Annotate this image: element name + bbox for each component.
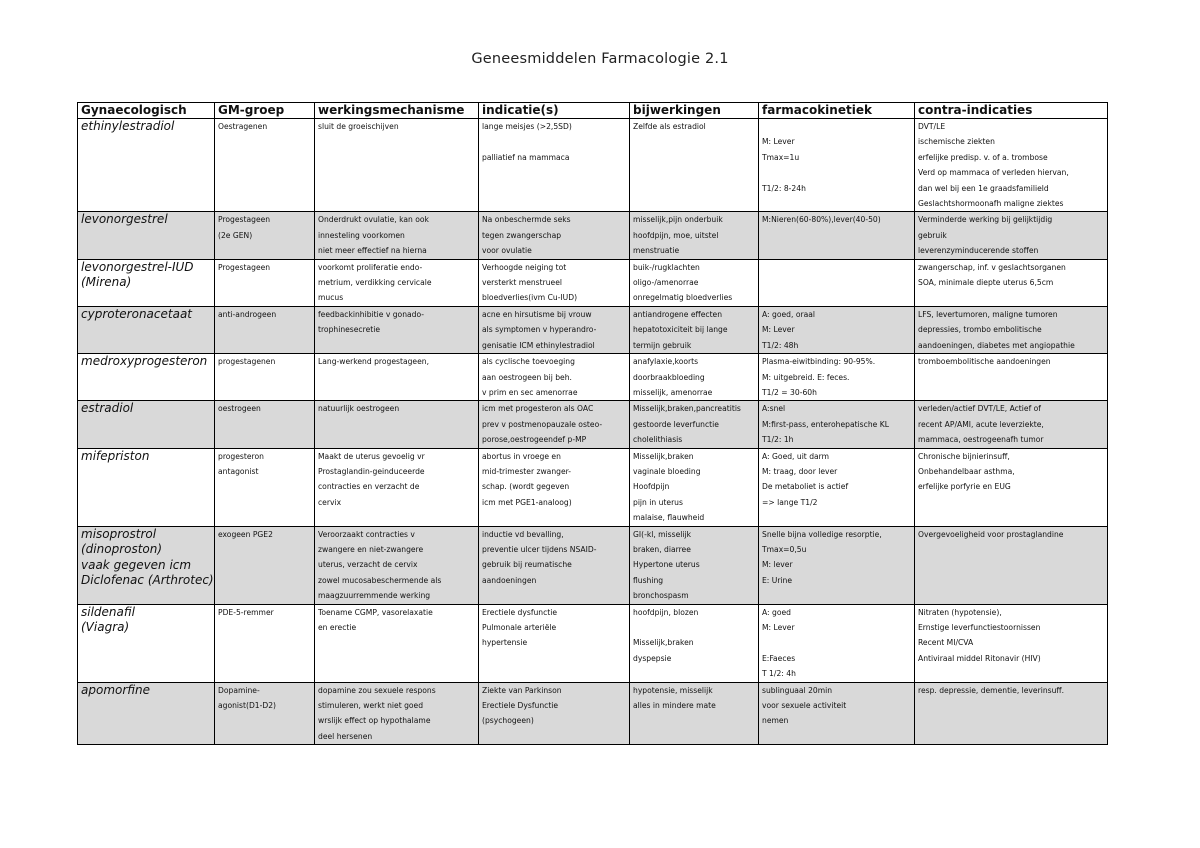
cell-line: oligo-/amenorrae [633, 278, 699, 288]
cell-line: E: Urine [762, 575, 793, 585]
cell-line: acne en hirsutisme bij vrouw [482, 309, 592, 319]
cell-line: porose,oestrogeendef p-MP [482, 435, 587, 445]
side-effects-cell [630, 306, 759, 353]
cell-line: Na onbeschermde seks [482, 215, 571, 225]
group-cell [215, 682, 315, 745]
cell-line: (2e GEN) [218, 230, 253, 240]
cell-line: flushing [633, 575, 664, 585]
cell-line: progesteron [218, 451, 264, 461]
contraindications-cell [915, 604, 1108, 682]
cell-line: medroxyprogesteron [81, 354, 208, 369]
cell-line [762, 635, 911, 650]
cell-line: levonorgestrel [81, 212, 168, 227]
cell-line: Hoofdpijn [633, 482, 670, 492]
table-row [78, 259, 1108, 306]
cell-line: Progestageen [218, 262, 271, 272]
cell-line: De metaboliet is actief [762, 482, 849, 492]
side-effects-cell [630, 259, 759, 306]
cell-line: uterus, verzacht de cervix [318, 560, 418, 570]
cell-line: Antiviraal middel Ritonavir (HIV) [918, 653, 1041, 663]
mechanism-cell [315, 306, 479, 353]
header-cell: Gynaecologisch [78, 103, 215, 119]
drug-name-cell [78, 604, 215, 682]
cell-line: Toename CGMP, vasorelaxatie [318, 607, 433, 617]
cell-line: Erectiele Dysfunctie [482, 701, 559, 711]
cell-line: gebruik bij reumatische [482, 560, 572, 570]
indication-cell [479, 354, 630, 401]
cell-line: misselijk,pijn onderbuik [633, 215, 723, 225]
drug-name-cell [78, 119, 215, 212]
cell-line: Tmax=1u [762, 152, 800, 162]
cell-line: icm met PGE1-analoog) [482, 497, 572, 507]
cell-line: en erectie [318, 623, 357, 632]
cell-line: alles in mindere mate [633, 701, 716, 711]
indication-cell [479, 526, 630, 604]
side-effects-cell [630, 119, 759, 212]
cell-line: natuurlijk oestrogeen [318, 404, 400, 414]
cell-line: Onbehandelbaar asthma, [918, 466, 1015, 476]
cell-line: Verminderde werking bij gelijktijdig [918, 215, 1053, 225]
cell-line: menstruatie [633, 246, 680, 256]
cell-line: mammaca, oestrogeenafh tumor [918, 435, 1044, 445]
cell-line: Tmax=0,5u [762, 544, 807, 554]
cell-line: deel hersenen [318, 731, 373, 741]
cell-line: zwangerschap, inf. v geslachtsorganen [918, 262, 1066, 272]
cell-line: A: goed [762, 607, 791, 617]
cell-line: M: Lever [762, 137, 795, 147]
cell-line: => lange T1/2 [762, 497, 818, 507]
cell-line: voor sexuele activiteit [762, 701, 847, 711]
side-effects-cell [630, 401, 759, 448]
cell-line: hypertensie [482, 638, 528, 648]
mechanism-cell [315, 354, 479, 401]
cell-line: zwangere en niet-zwangere [318, 544, 424, 554]
contraindications-cell [915, 212, 1108, 259]
cell-line: Overgevoeligheid voor prostaglandine [918, 529, 1064, 539]
cell-line: recent AP/AMI, acute leverziekte, [918, 419, 1044, 429]
cell-line: A: goed, oraal [762, 309, 816, 319]
cell-line: Nitraten (hypotensie), [918, 607, 1002, 617]
cell-line [762, 119, 911, 134]
cell-line: mifepriston [81, 448, 150, 463]
mechanism-cell [315, 682, 479, 745]
cell-line: v prim en sec amenorrae [482, 387, 578, 397]
cell-line: anafylaxie,koorts [633, 357, 699, 367]
cell-line: stimuleren, werkt niet goed [318, 701, 424, 711]
cell-line: Maakt de uterus gevoelig vr [318, 451, 425, 461]
cell-line: T 1/2: 4h [762, 669, 796, 679]
cell-line: zowel mucosabeschermende als [318, 575, 442, 585]
cell-line: Pulmonale arteriële [482, 623, 557, 632]
cell-line: Dopamine- [218, 685, 260, 695]
side-effects-cell [630, 448, 759, 526]
cell-line: metrium, verdikking cervicale [318, 278, 432, 288]
cell-line: vaginale bloeding [633, 466, 701, 476]
cell-line: Lang-werkend progestageen, [318, 357, 429, 367]
cell-line: termijn gebruik [633, 340, 692, 350]
table-row [78, 401, 1108, 448]
group-cell [215, 604, 315, 682]
indication-cell [479, 259, 630, 306]
pharmacology-table [77, 102, 1108, 745]
indication-cell [479, 448, 630, 526]
table-row [78, 306, 1108, 353]
pharmacokinetics-cell [759, 212, 915, 259]
group-cell [215, 354, 315, 401]
cell-line: hepatotoxiciteit bij lange [633, 325, 728, 335]
mechanism-cell [315, 119, 479, 212]
cell-line: contracties en verzacht de [318, 482, 420, 492]
indication-cell [479, 682, 630, 745]
cell-line: M: Lever [762, 623, 795, 632]
cell-line: resp. depressie, dementie, leverinsuff. [918, 685, 1065, 695]
group-cell [215, 448, 315, 526]
cell-line: (Mirena) [81, 275, 132, 290]
cell-line: gebruik [918, 230, 947, 240]
cell-line: erfelijke predisp. v. of a. trombose [918, 152, 1048, 162]
contraindications-cell [915, 306, 1108, 353]
cell-line: Misselijk,braken [633, 638, 694, 648]
contraindications-cell [915, 354, 1108, 401]
drug-name-cell [78, 401, 215, 448]
cell-line: anti-androgeen [218, 309, 277, 319]
cell-line: M:Nieren(60-80%),lever(40-50) [762, 215, 881, 225]
cell-line: pijn in uterus [633, 497, 683, 507]
contraindications-cell [915, 259, 1108, 306]
cell-line: apomorfine [81, 682, 151, 697]
cell-line: DVT/LE [918, 122, 946, 131]
cell-line: wrslijk effect op hypothalame [318, 716, 431, 726]
drug-name-cell [78, 354, 215, 401]
table-row [78, 119, 1108, 212]
contraindications-cell [915, 526, 1108, 604]
cell-line: estradiol [81, 401, 134, 416]
cell-line: trophinesecretie [318, 325, 380, 335]
side-effects-cell [630, 212, 759, 259]
table-row [78, 448, 1108, 526]
cell-line: antiandrogene effecten [633, 309, 723, 319]
cell-line: Snelle bijna volledige resorptie, [762, 529, 882, 539]
cell-line: M: traag, door lever [762, 466, 838, 476]
cell-line: ethinylestradiol [81, 119, 175, 133]
cell-line: (psychogeen) [482, 716, 534, 726]
cell-line: dyspepsie [633, 653, 672, 663]
cell-line: abortus in vroege en [482, 451, 561, 461]
table-row [78, 604, 1108, 682]
table-row [78, 682, 1108, 745]
cell-line: antagonist [218, 466, 259, 476]
pharmacokinetics-cell [759, 119, 915, 212]
side-effects-cell [630, 604, 759, 682]
cell-line: Onderdrukt ovulatie, kan ook [318, 215, 429, 225]
cell-line [762, 165, 911, 180]
drug-name-cell [78, 526, 215, 604]
cell-line: leverenzyminducerende stoffen [918, 246, 1039, 256]
header-cell: werkingsmechanisme [315, 103, 479, 119]
contraindications-cell [915, 682, 1108, 745]
cell-line: maagzuurremmende werking [318, 591, 431, 601]
cell-line: als cyclische toevoeging [482, 357, 575, 367]
cell-line: doorbraakbloeding [633, 372, 705, 382]
cell-line: braken, diarree [633, 544, 691, 554]
cell-line: Ziekte van Parkinson [482, 685, 562, 695]
cell-line: erfelijke porfyrie en EUG [918, 482, 1011, 492]
cell-line: GI(-kl, misselijk [633, 529, 691, 539]
cell-line: dan wel bij een 1e graadsfamilield [918, 183, 1049, 193]
contraindications-cell [915, 401, 1108, 448]
mechanism-cell [315, 401, 479, 448]
pharmacokinetics-cell [759, 259, 915, 306]
header-cell: farmacokinetiek [759, 103, 915, 119]
cell-line: palliatief na mammaca [482, 152, 570, 162]
cell-line: onregelmatig bloedverlies [633, 293, 733, 303]
cell-line: (Viagra) [81, 620, 130, 635]
group-cell [215, 526, 315, 604]
drug-name-cell [78, 259, 215, 306]
cell-line: tromboembolitische aandoeningen [918, 357, 1051, 367]
cell-line: aandoeningen, diabetes met angiopathie [918, 340, 1075, 350]
cell-line: Verd op mammaca of verleden hiervan, [918, 168, 1069, 178]
cell-line: T1/2 = 30-60h [762, 387, 817, 397]
drug-name-cell [78, 682, 215, 745]
cell-line: misselijk, amenorrae [633, 387, 713, 397]
cell-line: M: uitgebreid. E: feces. [762, 372, 850, 382]
cell-line: icm met progesteron als OAC [482, 404, 594, 414]
cell-line: hoofdpijn, blozen [633, 607, 699, 617]
cell-line: misoprostrol [81, 526, 157, 541]
cell-line: oestrogeen [218, 404, 261, 414]
cell-line: progestagenen [218, 357, 276, 367]
mechanism-cell [315, 604, 479, 682]
pharmacokinetics-cell [759, 306, 915, 353]
cell-line: agonist(D1-D2) [218, 701, 276, 711]
cell-line: M: Lever [762, 325, 795, 335]
pharmacokinetics-cell [759, 401, 915, 448]
cell-line: Zelfde als estradiol [633, 122, 706, 131]
cell-line: als symptomen v hyperandro- [482, 325, 597, 335]
mechanism-cell [315, 259, 479, 306]
cell-line: depressies, trombo embolitische [918, 325, 1042, 335]
cell-line [482, 134, 626, 149]
pharmacokinetics-cell [759, 448, 915, 526]
cell-line: Ernstige leverfunctiestoornissen [918, 623, 1041, 632]
table-row [78, 354, 1108, 401]
cell-line: prev v postmenopauzale osteo- [482, 419, 603, 429]
cell-line: aandoeningen [482, 575, 537, 585]
group-cell [215, 306, 315, 353]
cell-line: Oestragenen [218, 122, 268, 131]
indication-cell [479, 119, 630, 212]
cell-line: A:snel [762, 404, 786, 414]
cell-line: T1/2: 8-24h [762, 183, 806, 193]
group-cell [215, 119, 315, 212]
cell-line: nemen [762, 716, 789, 726]
cell-line: SOA, minimale diepte uterus 6,5cm [918, 278, 1054, 288]
table-row [78, 526, 1108, 604]
cell-line: sublinguaal 20min [762, 685, 833, 695]
cell-line: A: Goed, uit darm [762, 451, 830, 461]
cell-line: mucus [318, 293, 344, 303]
cell-line: cervix [318, 497, 342, 507]
group-cell [215, 259, 315, 306]
cell-line: Veroorzaakt contracties v [318, 529, 415, 539]
cell-line: aan oestrogeen bij beh. [482, 372, 572, 382]
mechanism-cell [315, 448, 479, 526]
mechanism-cell [315, 212, 479, 259]
header-cell: indicatie(s) [479, 103, 630, 119]
pharmacokinetics-cell [759, 354, 915, 401]
cell-line: M:first-pass, enterohepatische KL [762, 419, 889, 429]
group-cell [215, 401, 315, 448]
cell-line: E:Faeces [762, 653, 796, 663]
cell-line: verleden/actief DVT/LE, Actief of [918, 404, 1041, 414]
cell-line: Erectiele dysfunctie [482, 607, 558, 617]
cell-line: bloedverlies(ivm Cu-IUD) [482, 293, 578, 303]
cell-line [633, 620, 755, 635]
cell-line: lange meisjes (>2,5SD) [482, 122, 572, 131]
indication-cell [479, 306, 630, 353]
cell-line: sluit de groeischijven [318, 122, 399, 131]
cell-line: innesteling voorkomen [318, 230, 405, 240]
cell-line: dopamine zou sexuele respons [318, 685, 436, 695]
header-cell: contra-indicaties [915, 103, 1108, 119]
header-cell: GM-groep [215, 103, 315, 119]
cell-line: malaise, flauwheid [633, 513, 705, 523]
contraindications-cell [915, 448, 1108, 526]
cell-line: hoofdpijn, moe, uitstel [633, 230, 719, 240]
drug-name-cell [78, 212, 215, 259]
cell-line: Plasma-eiwitbinding: 90-95%. [762, 357, 876, 367]
header-cell: bijwerkingen [630, 103, 759, 119]
cell-line: Chronische bijnierinsuff, [918, 451, 1010, 461]
indication-cell [479, 401, 630, 448]
cell-line: schap. (wordt gegeven [482, 482, 570, 492]
pharmacokinetics-cell [759, 526, 915, 604]
indication-cell [479, 604, 630, 682]
cell-line: Recent MI/CVA [918, 638, 974, 648]
cell-line: Verhoogde neiging tot [482, 262, 567, 272]
cell-line: preventie ulcer tijdens NSAID- [482, 544, 597, 554]
cell-line: tegen zwangerschap [482, 230, 562, 240]
side-effects-cell [630, 354, 759, 401]
side-effects-cell [630, 682, 759, 745]
cell-line: voor ovulatie [482, 246, 532, 256]
cell-line: Misselijk,braken,pancreatitis [633, 404, 741, 414]
mechanism-cell [315, 526, 479, 604]
cell-line: versterkt menstrueel [482, 278, 563, 288]
cell-line: T1/2: 1h [762, 435, 794, 445]
table-body [78, 119, 1108, 745]
cell-line: Hypertone uterus [633, 560, 700, 570]
cell-line: cholelithiasis [633, 435, 683, 445]
cell-line: Misselijk,braken [633, 451, 694, 461]
indication-cell [479, 212, 630, 259]
pharmacokinetics-cell [759, 604, 915, 682]
cell-line: sildenafil [81, 604, 135, 619]
page-title: Geneesmiddelen Farmacologie 2.1 [471, 51, 729, 67]
cell-line: inductie vd bevalling, [482, 529, 564, 539]
side-effects-cell [630, 526, 759, 604]
cell-line: hypotensie, misselijk [633, 685, 713, 695]
contraindications-cell [915, 119, 1108, 212]
cell-line: Geslachtshormoonafh maligne ziektes [918, 199, 1064, 209]
cell-line: gestoorde leverfunctie [633, 419, 719, 429]
group-cell [215, 212, 315, 259]
cell-line: cyproteronacetaat [81, 306, 193, 321]
drug-name-cell [78, 306, 215, 353]
cell-line: ischemische ziekten [918, 137, 995, 147]
drug-name-cell [78, 448, 215, 526]
cell-line: Diclofenac (Arthrotec) [81, 573, 214, 588]
cell-line: vaak gegeven icm [81, 557, 192, 572]
cell-line: PDE-5-remmer [218, 607, 274, 617]
cell-line: Prostaglandin-geinduceerde [318, 466, 425, 476]
cell-line: (dinoproston) [81, 542, 163, 557]
cell-line: mid-trimester zwanger- [482, 466, 572, 476]
cell-line: exogeen PGE2 [218, 529, 273, 539]
cell-line: buik-/rugklachten [633, 262, 700, 272]
cell-line: T1/2: 48h [762, 340, 799, 350]
cell-line: voorkomt proliferatie endo- [318, 262, 423, 272]
cell-line: bronchospasm [633, 591, 689, 601]
cell-line: niet meer effectief na hierna [318, 246, 427, 256]
pharmacokinetics-cell [759, 682, 915, 745]
cell-line: levonorgestrel-IUD [81, 259, 194, 274]
cell-line: Progestageen [218, 215, 271, 225]
table-row [78, 212, 1108, 259]
table-header-row [78, 103, 1108, 119]
cell-line: M: lever [762, 560, 793, 570]
cell-line: feedbackinhibitie v gonado- [318, 309, 425, 319]
cell-line: genisatie ICM ethinylestradiol [482, 340, 595, 350]
cell-line: LFS, levertumoren, maligne tumoren [918, 309, 1058, 319]
